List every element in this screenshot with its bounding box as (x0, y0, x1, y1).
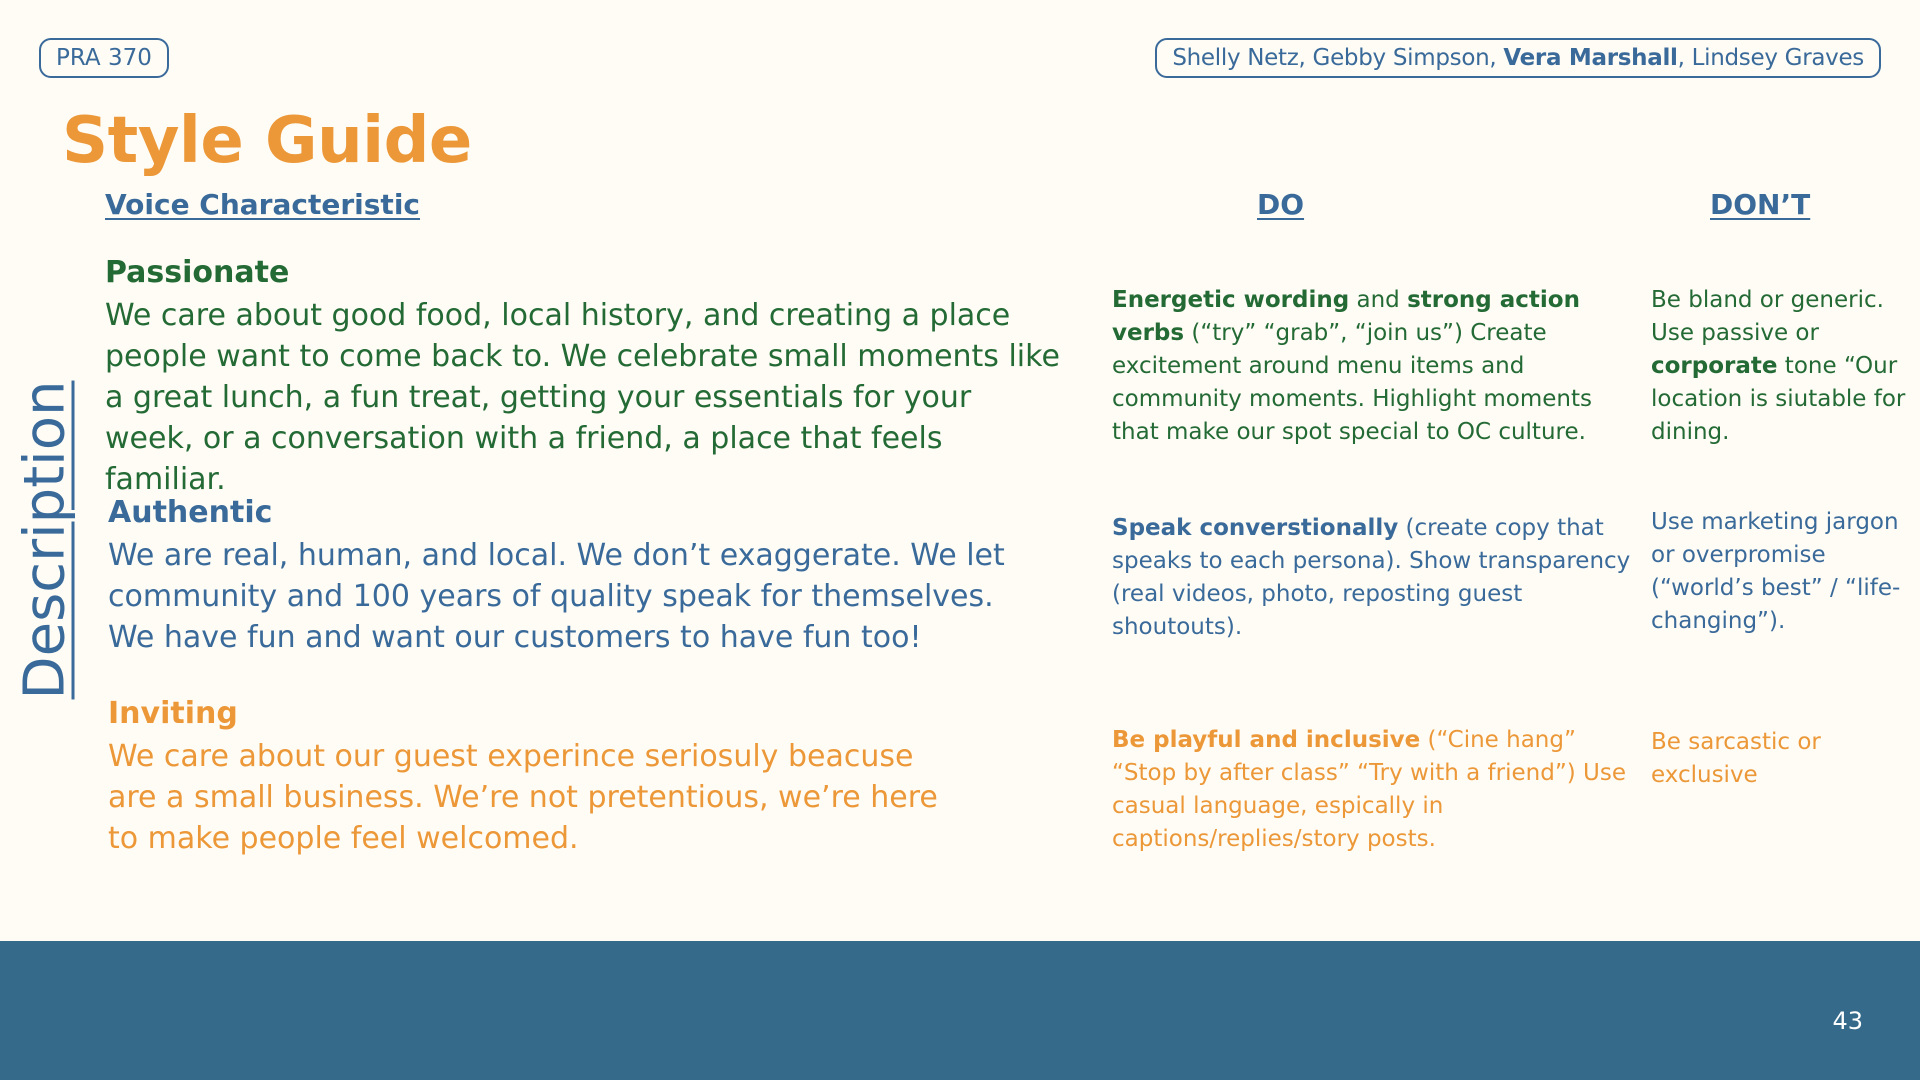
author-highlighted: Vera Marshall (1503, 45, 1678, 71)
do-authentic (1112, 512, 1632, 644)
trait-description-authentic: We are real, human, and local. We don’t exaggerate. We let community and 100 years of quality speak for themselves. We have fun and want our customers to have fun too! (108, 538, 1005, 655)
do-inviting-bold: Be playful and inclusive (1112, 727, 1421, 753)
authors-label (1155, 38, 1881, 78)
do-passionate (1112, 284, 1632, 449)
page-title: Style Guide (62, 104, 472, 178)
trait-title-inviting: Inviting (108, 696, 238, 731)
do-authentic-bold: Speak converstionally (1112, 515, 1399, 541)
dont-passionate-bold: corporate (1651, 353, 1778, 379)
dont-passionate-after: tone “Our location is siutable for dining. (1651, 353, 1906, 445)
do-authentic-rest: (create copy that speaks to each persona). Show transparency (real videos, photo, reposting guest shoutouts). (1112, 515, 1631, 640)
dont-passionate (1651, 284, 1920, 449)
course-code: PRA 370 (56, 45, 152, 71)
do-passionate-bold-1: Energetic wording (1112, 287, 1350, 313)
page-number: 43 (1832, 1007, 1863, 1035)
authors-after: , Lindsey Graves (1677, 45, 1864, 71)
dont-column-header: DON’T (1710, 188, 1811, 221)
authors-before: Shelly Netz, Gebby Simpson, (1172, 45, 1504, 71)
dont-passionate-before: Be bland or generic. Use passive or (1651, 287, 1884, 346)
do-inviting-rest: (“Cine hang” “Stop by after class” “Try with a friend”) Use casual language, espically in captions/replies/story posts. (1112, 727, 1626, 852)
trait-description-passionate: We care about good food, local history, and creating a place people want to come back to. We celebrate small moments like a great lunch, a fun treat, getting your essentials for your week, or a conversation with a friend, a place that feels familiar. (105, 298, 1060, 497)
trait-title-authentic: Authentic (108, 495, 273, 530)
do-column-header: DO (1257, 188, 1305, 221)
do-passionate-mid: and (1349, 287, 1408, 313)
footer-bar (0, 941, 1920, 1080)
do-inviting (1112, 724, 1632, 856)
trait-title-passionate: Passionate (105, 255, 290, 290)
trait-description-inviting: We care about our guest experince seriosuly beacuse are a small business. We’re not pretentious, we’re here to make people feel welcomed. (108, 739, 938, 856)
dont-authentic: Use marketing jargon or overpromise (“world’s best” / “life-changing”). (1651, 509, 1901, 634)
voice-column-header: Voice Characteristic (105, 188, 421, 221)
do-passionate-rest: (“try” “grab”, “join us”) Create excitement around menu items and community moments. Highlight moments that make our spot special to OC culture. (1112, 320, 1593, 445)
dont-inviting: Be sarcastic or exclusive (1651, 729, 1821, 788)
side-label: Description (12, 380, 78, 700)
course-label (39, 38, 169, 78)
do-passionate-bold-2: strong action verbs (1112, 287, 1580, 346)
